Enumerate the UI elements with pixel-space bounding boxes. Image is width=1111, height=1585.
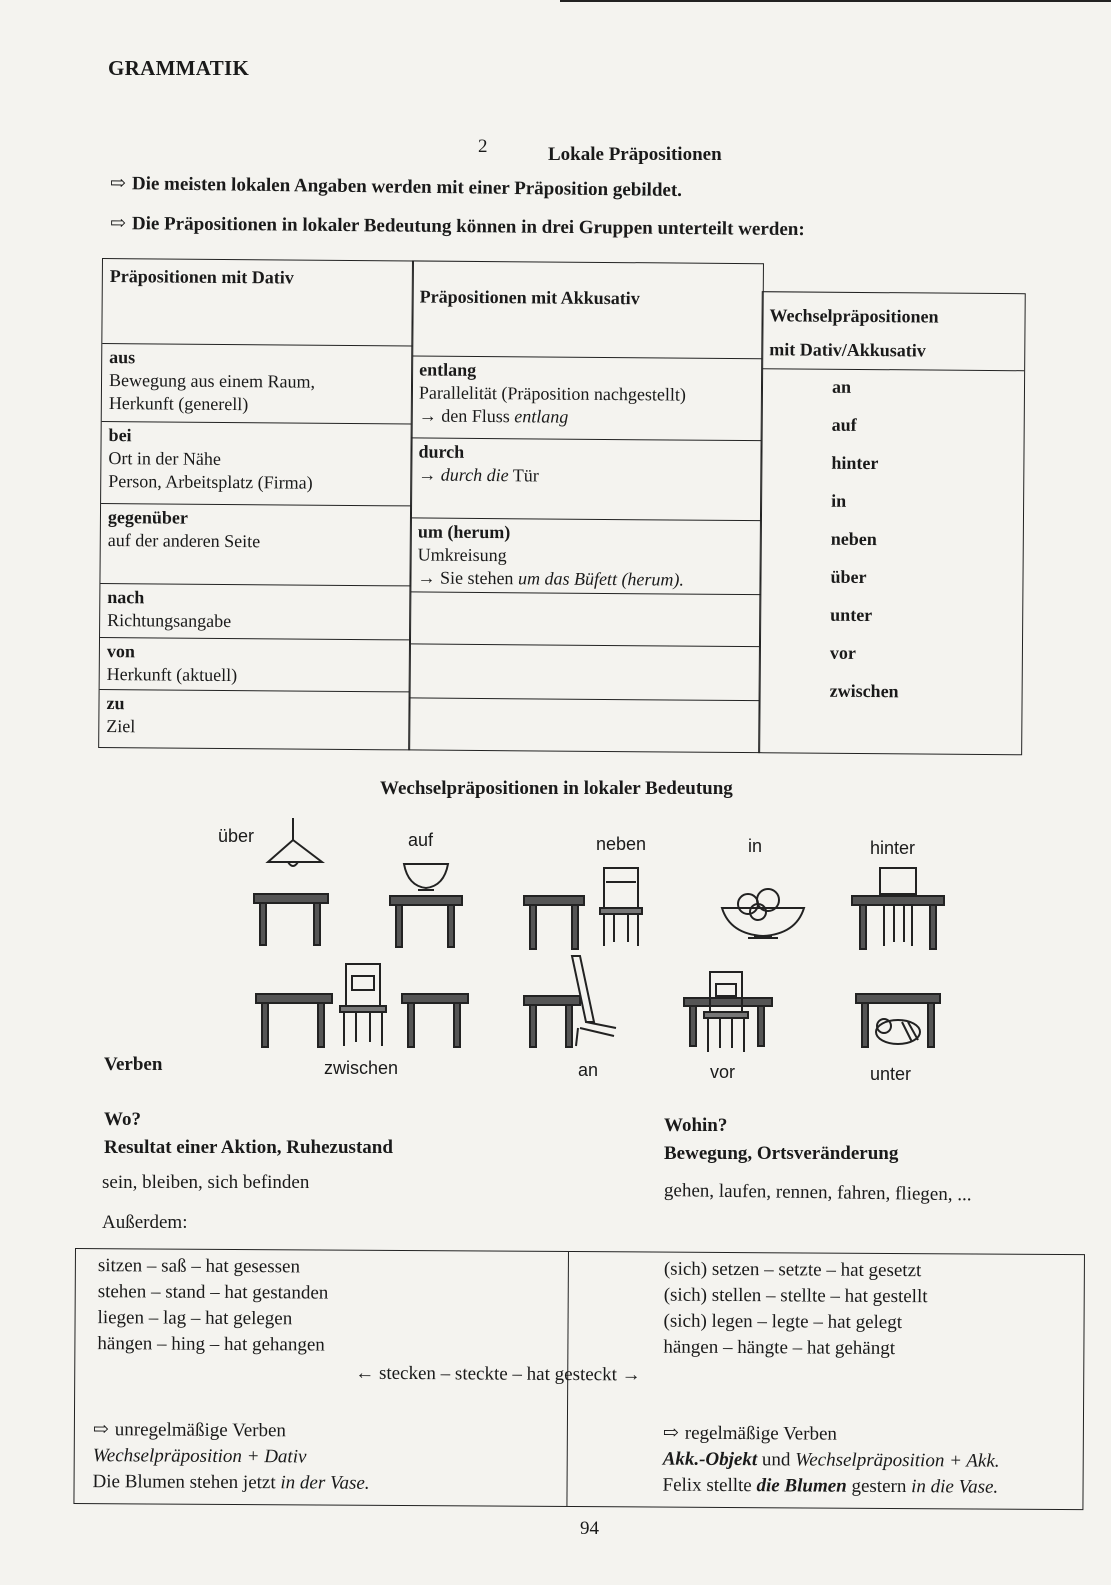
bullet-1: ⇨ Die meisten lokalen Angaben werden mit einer Präposition gebildet. (109, 173, 683, 201)
page-title: GRAMMATIK (108, 56, 250, 80)
label-auf: auf (408, 830, 434, 850)
chair-between-tables-image (252, 960, 474, 1054)
verbs-heading: Verben (104, 1054, 163, 1075)
irregular-verb-list: sitzen – saß – hat gesessen stehen – stand – hat gestanden liegen – lag – hat gelegen hängen – hing – hat gehangen (97, 1255, 329, 1356)
fruit-in-bowl-image (718, 878, 808, 948)
dativ-row: gegenüber auf der anderen Seite (100, 503, 411, 585)
dativ-header: Präpositionen mit Dativ (109, 266, 294, 288)
section-title: Lokale Präpositionen (548, 144, 722, 165)
dativ-row: von Herkunft (aktuell) (100, 637, 410, 691)
label-ueber: über (218, 826, 255, 846)
bowl-on-table-image (386, 860, 466, 952)
wechsel-item: vor (829, 642, 856, 663)
stecken-row: ← stecken – steckte – hat gesteckt → (355, 1362, 641, 1386)
label-an: an (578, 1060, 599, 1080)
wohin-block: Wohin? Bewegung, Ortsveränderung (664, 1115, 899, 1164)
wechsel-item: an (831, 376, 852, 397)
bullet-2: ⇨ Die Präpositionen in lokaler Bedeutung können in drei Gruppen unterteilt werden: (109, 213, 805, 241)
dativ-row: nach Richtungsangabe (100, 583, 410, 639)
arrow-right-icon: ⇨ (662, 1422, 679, 1444)
wechsel-header: Wechselpräpositionen mit Dativ/Akkusativ (769, 305, 939, 361)
akkusativ-column (408, 260, 764, 753)
wechsel-list (759, 368, 1024, 754)
section-number: 2 (478, 136, 488, 157)
preposition-table (98, 258, 1027, 755)
wo-block: Wo? Resultat einer Aktion, Ruhezustand (104, 1109, 393, 1158)
wechsel-item: hinter (831, 452, 879, 474)
akkusativ-row: entlang Parallelität (Präposition nachgestellt) → den Fluss entlang (412, 355, 763, 440)
wo-verbs: sein, bleiben, sich befinden (102, 1172, 310, 1193)
cat-under-table-image (852, 990, 946, 1052)
akkusativ-row (409, 697, 759, 754)
wechsel-item: in (831, 490, 847, 511)
arrow-right-icon: ⇨ (109, 213, 127, 235)
irregular-verb-note: ⇨ unregelmäßige Verben Wechselpräposition + Dativ Die Blumen stehen jetzt in der Vase. (92, 1419, 370, 1494)
regular-verb-list: (sich) setzen – setzte – hat gesetzt (sich) stellen – stellte – hat gestellt (sich) legen – legte – hat gelegt hängen – hängte – hat gehängt (663, 1258, 928, 1360)
ausserdem-label: Außerdem: (102, 1212, 188, 1233)
wechsel-item: zwischen (829, 680, 899, 702)
regular-verb-note: ⇨ regelmäßige Verben Akk.-Objekt und Wechselpräposition + Akk. Felix stellte die Blumen gestern in die Vase. (662, 1422, 1000, 1498)
verb-table-right (566, 1252, 1084, 1509)
lamp-over-table-image (250, 818, 340, 948)
arrow-right-icon: ⇨ (92, 1419, 109, 1441)
akkusativ-row: um (herum) Umkreisung → Sie stehen um das Büfett (herum). (410, 517, 761, 594)
dativ-row: zu Ziel (99, 689, 409, 751)
label-in: in (748, 836, 763, 856)
dativ-column (98, 258, 414, 750)
page-number: 94 (580, 1518, 599, 1539)
wechsel-item: über (830, 566, 867, 588)
wechsel-item: unter (830, 604, 873, 626)
akkusativ-row: durch → durch die Tür (411, 437, 762, 520)
wechsel-column (758, 291, 1026, 755)
chair-in-front-of-table-image (682, 966, 774, 1056)
wechsel-item: neben (830, 528, 877, 550)
wohin-verbs: gehen, laufen, rennen, fahren, fliegen, ... (663, 1180, 972, 1206)
chair-against-table-image (520, 952, 624, 1052)
chair-behind-table-image (848, 866, 948, 952)
arrow-right-icon: ⇨ (109, 173, 127, 195)
verb-table (73, 1248, 1085, 1510)
label-hinter: hinter (870, 838, 916, 858)
akkusativ-row (410, 591, 760, 646)
label-vor: vor (710, 1062, 736, 1082)
label-neben: neben (596, 834, 647, 854)
dativ-row: bei Ort in der Nähe Person, Arbeitsplatz (Firma) (101, 421, 412, 505)
chair-beside-table-image (520, 862, 650, 954)
label-unter: unter (870, 1064, 912, 1084)
dativ-row: aus Bewegung aus einem Raum, Herkunft (generell) (102, 343, 413, 423)
akkusativ-header: Präpositionen mit Akkusativ (419, 286, 640, 309)
wechsel-item: auf (831, 414, 857, 435)
label-zwischen: zwischen (324, 1058, 399, 1078)
top-border-line (560, 0, 1111, 2)
akkusativ-row (410, 643, 760, 700)
illustration-title: Wechselpräpositionen in lokaler Bedeutung (380, 778, 733, 799)
